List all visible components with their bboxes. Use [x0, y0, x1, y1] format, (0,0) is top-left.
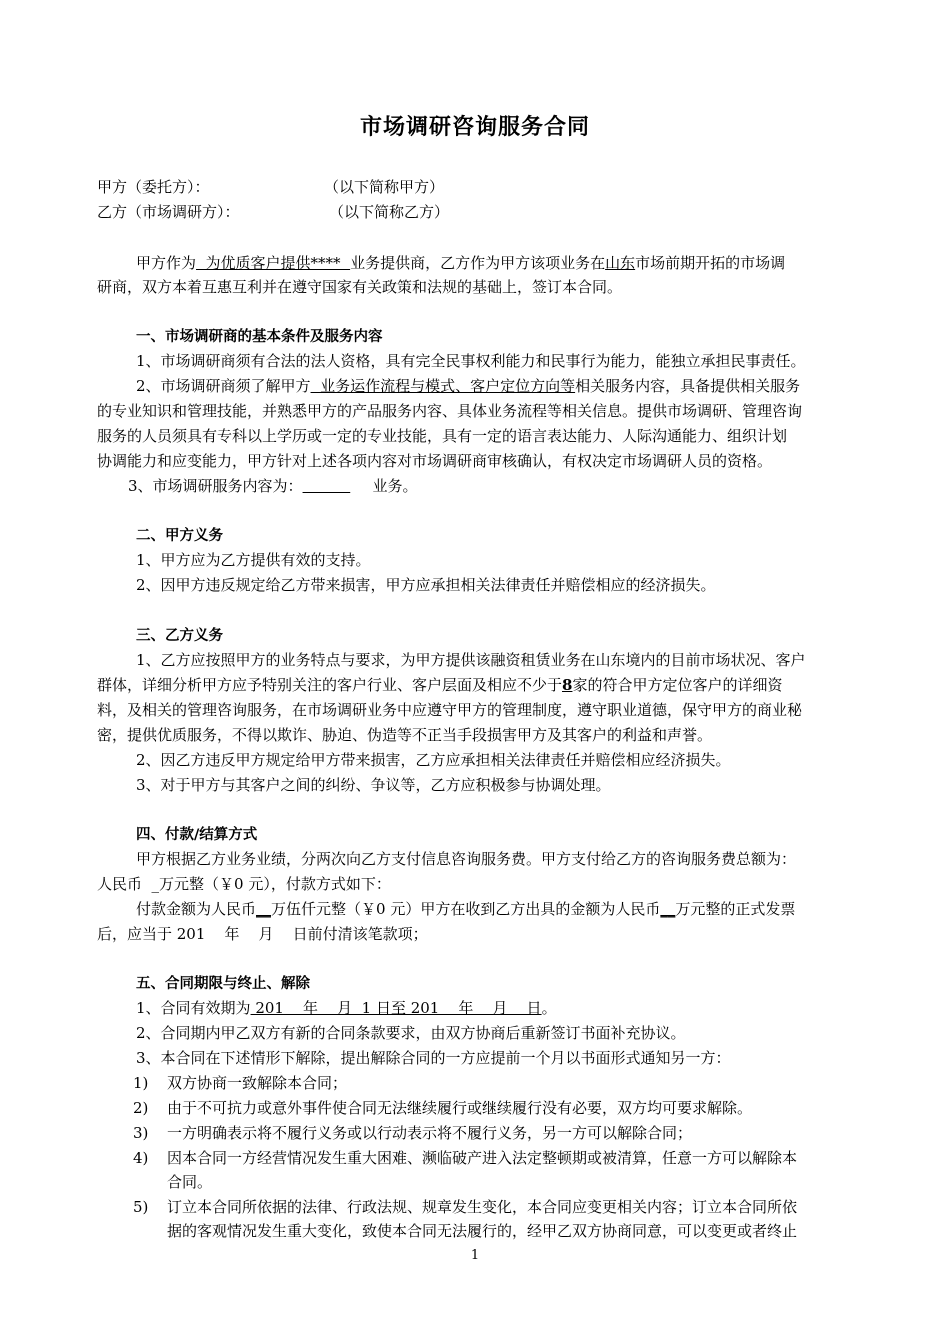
s1-p3: [128, 475, 418, 497]
s5-p2: 2、合同期内甲乙双方有新的合同条款要求，由双方协商后重新签订书面补充协议。: [136, 1024, 686, 1042]
s1-text: 2、市场调研商须了解甲方: [136, 377, 311, 395]
s4-p1-line-2: 人民币 _万元整（￥0 元），付款方式如下：: [97, 875, 391, 893]
s4-p2-line-1: [136, 898, 795, 920]
s2-p2: 2、因甲方违反规定给乙方带来损害，甲方应承担相关法律责任并赔偿相应的经济损失。: [136, 576, 716, 594]
s3-p1-line-1: 1、乙方应按照甲方的业务特点与要求，为甲方提供该融资租赁业务在山东境内的目前市场状况、客户: [136, 651, 806, 669]
party-a-label: 甲方（委托方）：: [97, 178, 210, 196]
s5-contract-period: 201 年 月 1 日至 201 年 月 日: [250, 999, 542, 1017]
intro-blank-business: 为优质客户提供****: [196, 254, 351, 272]
list-item-number: 4): [133, 1149, 149, 1167]
section-1-heading: 一、市场调研商的基本条件及服务内容: [136, 329, 383, 345]
s3-p2: 2、因乙方违反甲方规定给甲方带来损害，乙方应承担相关法律责任并赔偿相应经济损失。: [136, 751, 731, 769]
party-b-label: 乙方（市场调研方）：: [97, 203, 240, 221]
s1-text: 3、市场调研服务内容为：: [128, 477, 303, 495]
s1-blank-service: [303, 475, 373, 497]
party-b-line: [97, 201, 450, 223]
s1-p1: 1、市场调研商须有合法的法人资格，具有完全民事权利能力和民事行为能力，能独立承担民事责任。: [136, 352, 806, 370]
list-item-text: 双方协商一致解除本合同；: [167, 1074, 348, 1092]
s2-p1: 1、甲方应为乙方提供有效的支持。: [136, 551, 371, 569]
s5-text: 1、合同有效期为: [136, 999, 251, 1017]
intro-text: 市场前期开拓的市场调: [635, 254, 786, 272]
section-3-heading: 三、乙方义务: [136, 628, 223, 644]
section-5-heading: 五、合同期限与终止、解除: [136, 976, 310, 992]
party-a-note: （以下简称甲方）: [324, 178, 445, 196]
s3-p1-line-2: [97, 674, 782, 696]
s4-text: 万伍仟元整（￥0 元）甲方在收到乙方出具的金额为人民币: [271, 900, 661, 918]
list-item-text-cont: 据的客观情况发生重大变化，致使本合同无法履行的，经甲乙双方协商同意，可以变更或者终止: [167, 1222, 798, 1240]
intro-text: 甲方作为: [136, 254, 197, 272]
s5-text: 。: [541, 999, 557, 1017]
list-item-number: 3): [133, 1124, 149, 1142]
s1-p2-line-4: 协调能力和应变能力，甲方针对上述各项内容对市场调研商审核确认，有权决定市场调研人员的资格。: [97, 452, 773, 470]
s4-blank-invoice: __: [660, 900, 676, 918]
page-number: 1: [470, 1248, 480, 1263]
list-item-text: 一方明确表示将不履行义务或以行动表示将不履行义务，另一方可以解除合同；: [167, 1124, 693, 1142]
list-item-text: 因本合同一方经营情况发生重大困难、濒临破产进入法定整顿期或被清算，任意一方可以解除本: [167, 1149, 798, 1167]
intro-line-2: 研商，双方本着互惠互利并在遵守国家有关政策和法规的基础上，签订本合同。: [97, 278, 623, 296]
intro-text: 业务提供商，乙方作为甲方该项业务在: [350, 254, 606, 272]
list-item-text: 由于不可抗力或意外事件使合同无法继续履行或继续履行没有必要，双方均可要求解除。: [167, 1099, 753, 1117]
intro-region: 山东: [605, 254, 636, 272]
s5-p3: 3、本合同在下述情形下解除，提出解除合同的一方应提前一个月以书面形式通知另一方：: [136, 1049, 731, 1067]
s4-p2-line-2: 后，应当于 201 年 月 日前付清该笔款项；: [97, 925, 428, 943]
s1-text: 相关服务内容，具备提供相关服务: [575, 377, 801, 395]
s3-p1-line-3: 料，及相关的管理咨询服务，在市场调研业务中应遵守甲方的管理制度，遵守职业道德，保守甲方的商业秘: [97, 701, 803, 719]
s1-p2-line-3: 服务的人员须具有专科以上学历或一定的专业技能，具有一定的语言表达能力、人际沟通能力、组织计划: [97, 427, 788, 445]
s1-p2-line-1: [136, 375, 800, 397]
intro-line-1: [136, 252, 785, 274]
list-item-text-cont: 合同。: [167, 1173, 213, 1191]
s4-text: 付款金额为人民币: [136, 900, 257, 918]
list-item-number: 5): [133, 1198, 149, 1216]
section-2-heading: 二、甲方义务: [136, 528, 223, 544]
s3-text: 群体，详细分析甲方应予特别关注的客户行业、客户层面及相应不少于: [97, 676, 563, 694]
list-item-text: 订立本合同所依据的法律、行政法规、规章发生变化，本合同应变更相关内容；订立本合同所依: [167, 1198, 798, 1216]
s3-p1-line-4: 密，提供优质服务，不得以欺诈、胁迫、伪造等不正当手段损害甲方及其客户的利益和声誉。: [97, 726, 713, 744]
section-4-heading: 四、付款/结算方式: [136, 827, 258, 843]
s3-client-count: 8: [562, 676, 573, 694]
s1-p2-line-2: 的专业知识和管理技能，并熟悉甲方的产品服务内容、具体业务流程等相关信息。提供市场调研、管理咨询: [97, 402, 803, 420]
s5-p1: [136, 997, 557, 1019]
list-item-number: 2): [133, 1099, 149, 1117]
s3-text: 家的符合甲方定位客户的详细资: [572, 676, 783, 694]
party-b-note: （以下简称乙方）: [329, 203, 450, 221]
contract-title: 市场调研咨询服务合同: [359, 115, 590, 140]
s1-underlined-scope: 业务运作流程与模式、客户定位方向等: [310, 377, 576, 395]
list-item-number: 1): [133, 1074, 149, 1092]
party-a-line: [97, 176, 445, 198]
s1-text: 业务。: [372, 477, 418, 495]
s4-blank-amount: __: [256, 900, 272, 918]
s4-p1-line-1: 甲方根据乙方业务业绩，分两次向乙方支付信息咨询服务费。甲方支付给乙方的咨询服务费总额为：: [136, 850, 797, 868]
s3-p3: 3、对于甲方与其客户之间的纠纷、争议等，乙方应积极参与协调处理。: [136, 776, 611, 794]
s4-text: 万元整的正式发票: [675, 900, 796, 918]
